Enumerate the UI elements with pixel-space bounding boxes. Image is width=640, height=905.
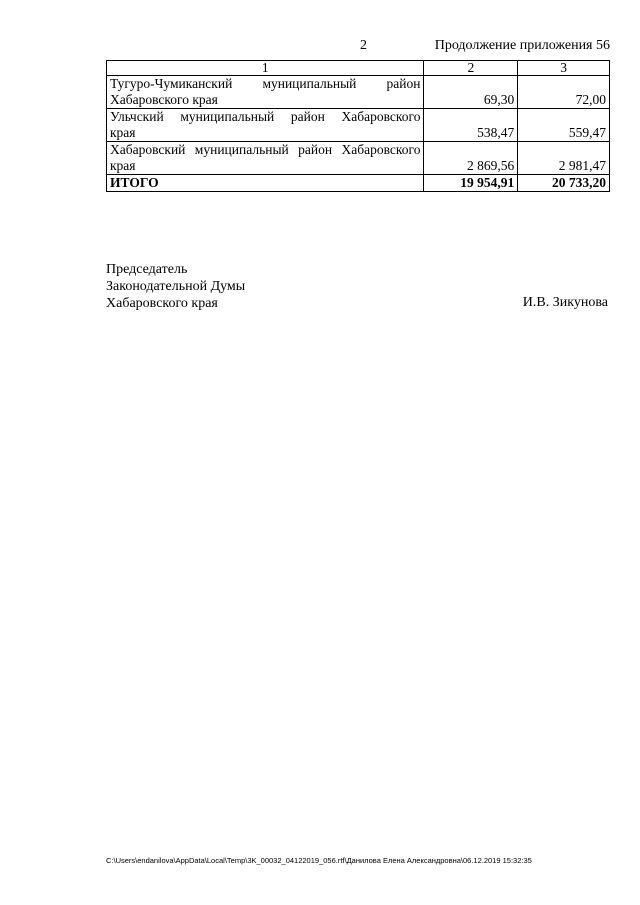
table-row bbox=[107, 142, 610, 175]
district-name-cell bbox=[107, 109, 424, 142]
district-name-cell bbox=[107, 142, 424, 175]
value-cell: 538,47 bbox=[424, 109, 518, 142]
value-cell: 2 869,56 bbox=[424, 142, 518, 175]
table-header-row bbox=[107, 61, 610, 76]
district-name-cell bbox=[107, 76, 424, 109]
district-name-line: Ульчский муниципальный район Хабаровского bbox=[110, 109, 421, 124]
table-row bbox=[107, 109, 610, 142]
district-name-line: Тугуро-Чумиканский муниципальный район bbox=[110, 76, 421, 91]
total-value: 19 954,91 bbox=[424, 175, 518, 192]
page-number: 2 bbox=[360, 38, 367, 53]
value-cell: 72,00 bbox=[518, 76, 610, 109]
total-row bbox=[107, 175, 610, 192]
signature-title-line: Председатель bbox=[106, 262, 188, 277]
continuation-title: Продолжение приложения 56 bbox=[434, 38, 610, 53]
column-header: 3 bbox=[518, 61, 610, 76]
district-name-line: края bbox=[110, 125, 136, 140]
district-name-line: Хабаровского края bbox=[110, 92, 218, 107]
data-table bbox=[106, 60, 610, 192]
table-row bbox=[107, 76, 610, 109]
signer-name: И.В. Зикунова bbox=[522, 295, 608, 310]
district-name-line: края bbox=[110, 158, 136, 173]
value-cell: 69,30 bbox=[424, 76, 518, 109]
signature-block bbox=[106, 261, 245, 312]
total-label: ИТОГО bbox=[107, 175, 424, 192]
total-value: 20 733,20 bbox=[518, 175, 610, 192]
district-name-line: Хабаровский муниципальный район Хабаровского bbox=[110, 142, 421, 157]
signature-title-line: Законодательной Думы bbox=[106, 279, 246, 294]
value-cell: 559,47 bbox=[518, 109, 610, 142]
value-cell: 2 981,47 bbox=[518, 142, 610, 175]
column-header: 1 bbox=[107, 61, 424, 76]
column-header: 2 bbox=[424, 61, 518, 76]
signature-title-line: Хабаровского края bbox=[106, 296, 218, 311]
footer-file-path: C:\Users\endanilova\AppData\Local\Temp\3K_00032_04122019_056.rtf\Данилова Елена Александровна\06.12.2019 15:32:35 bbox=[106, 856, 532, 865]
